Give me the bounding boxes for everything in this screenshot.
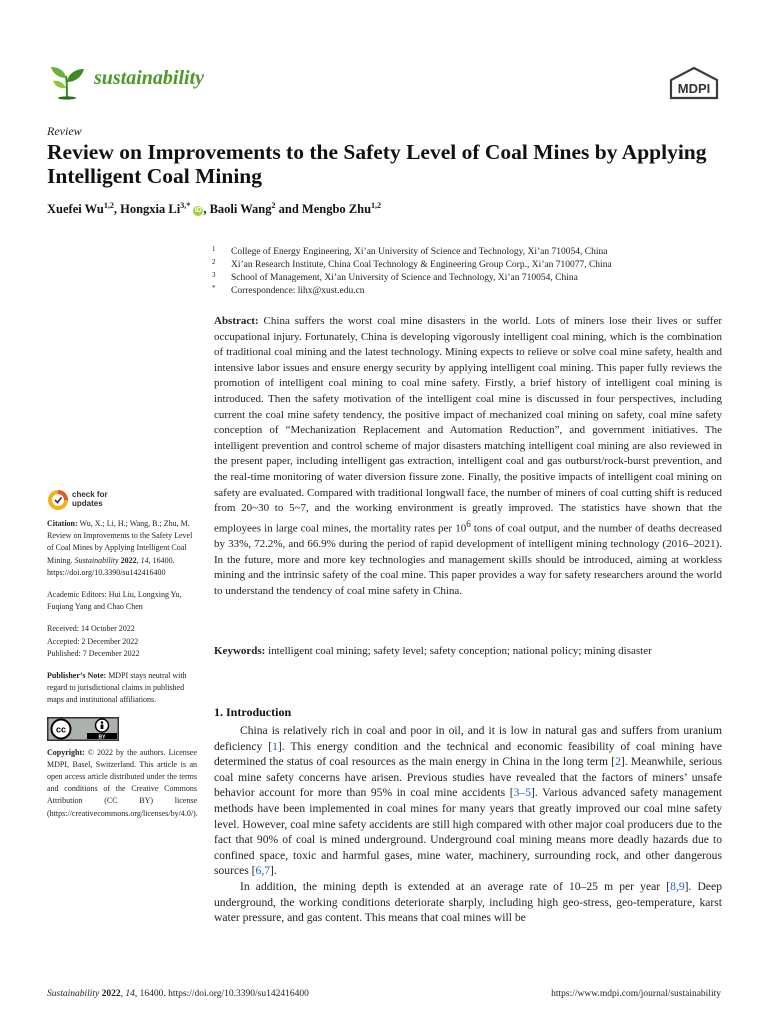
abstract-text-continued: tons of coal output, and the number of deaths decreased by 33%, 72.2%, and 66.9% during the period of rapid development of intelligent mining technology (2016–2021). In the future, more and more key technologies and management skills should be introduced, aiming at workless mining and the intrinsic safety of the coal mine. This paper provides a way for safety researchers around the world to understand the tendency of coal mine safety in China. (214, 522, 722, 597)
abstract (214, 314, 722, 599)
publisher-note-label: Publisher’s Note: (47, 671, 107, 681)
journal-name[interactable]: sustainability (94, 67, 205, 89)
check-updates-icon (47, 489, 69, 511)
paragraph-text: ]. Deep underground, the working conditions deteriorate sharply, including high geo-stress, geo-temperature, karst water pressure, and gas content. This means that coal mines will be (214, 879, 723, 925)
paragraph-text: ]. Various advanced safety management methods have been implemented in coal mines for many years that greatly improved our coal mine safety level. However, coal mine safety accidents are still high compared with other major coal producers due to the fact that 90% of coal is mined underground. Underground coal mining means more deadly hazards due to confined space, toxic and harmful gases, mine water, machinery, surrounding rock, and other dangerous sources [ (214, 786, 723, 878)
publisher-name: MDPI (677, 81, 711, 96)
cc-by-license-badge[interactable] (47, 717, 119, 741)
author-separator: , (203, 202, 210, 217)
citation-volume: 14 (140, 555, 149, 565)
paragraph-text: ]. This energy condition and the technical and economic feasibility of coal mining have determined the status of coal resources as the main energy in China in the long term [ (214, 739, 722, 769)
cc-by-text: BY (98, 733, 106, 740)
footer-journal: Sustainability (47, 989, 100, 999)
keywords-label: Keywords: (214, 645, 266, 657)
paragraph-text: In addition, the mining depth is extended at an average rate of 10–25 m per year [ (240, 879, 671, 893)
author-affiliation-marks: 2 (271, 201, 276, 210)
reference-link[interactable]: 3–5 (513, 786, 531, 800)
footer-doi-link[interactable]: , 16400. https://doi.org/10.3390/su142416400 (134, 989, 309, 999)
article-type: Review (47, 124, 82, 138)
svg-text:cc: cc (55, 724, 67, 735)
author-separator: , (113, 202, 121, 217)
article-info-sidebar (47, 488, 197, 830)
check-updates-line1: check for (72, 490, 108, 499)
affiliation-row (212, 246, 732, 259)
affiliation-text: College of Energy Engineering, Xi’an University of Science and Technology, Xi’an 710054, China (231, 247, 608, 257)
author-list (47, 201, 727, 217)
author-name[interactable]: Hongxia Li (120, 202, 181, 217)
received-date: Received: 14 October 2022 (47, 624, 135, 634)
publication-dates (47, 623, 197, 660)
correspondence-email[interactable]: Correspondence: lihx@xust.edu.cn (231, 286, 365, 296)
keywords-text: intelligent coal mining; safety level; safety conception; national policy; mining disaster (265, 645, 652, 657)
intro-paragraph (214, 879, 722, 926)
keywords (214, 644, 722, 659)
introduction-body (214, 723, 722, 926)
affiliation-text: Xi’an Research Institute, China Coal Technology & Engineering Group Corp., Xi’an 710077, China (231, 260, 612, 270)
author-separator: and (275, 202, 302, 217)
copyright-label: Copyright: (47, 747, 85, 757)
author-name[interactable]: Xuefei Wu (47, 202, 104, 217)
affiliation-row (212, 259, 732, 272)
abstract-superscript: 6 (466, 518, 471, 529)
affiliation-mark: 3 (212, 271, 216, 279)
article-title: Review on Improvements to the Safety Level of Coal Mines by Applying Intelligent Coal Mining (47, 140, 707, 188)
affiliation-mark: 1 (212, 245, 216, 253)
author-affiliation-marks: 1,2 (103, 201, 114, 210)
footer-journal-url[interactable]: https://www.mdpi.com/journal/sustainability (551, 989, 721, 999)
affiliation-text: School of Management, Xi’an University of Science and Technology, Xi’an 710054, China (231, 273, 578, 283)
copyright-notice (47, 747, 197, 820)
academic-editors (47, 589, 197, 613)
citation-journal: Sustainability (74, 555, 119, 565)
mdpi-logo[interactable] (667, 66, 721, 100)
footer-volume: 14 (125, 989, 135, 999)
footer-year: 2022 (101, 989, 121, 999)
abstract-label: Abstract: (214, 315, 259, 327)
citation-year: 2022 (120, 555, 137, 565)
author-name[interactable]: Baoli Wang (209, 202, 272, 217)
abstract-text: China suffers the worst coal mine disasters in the world. Lots of miners lose their lives or suffer occupational injury. Fortunately, China is developing vigorously intelligent coal mining, which is the combination of traditional coal mining and the latest technology. Mining expects to relieve or solve coal mine safety, health and intensive labor issues and ensure energy security by applying intelligent coal mining. This paper fully reviews the promotion of intelligent coal mining to coal mine safety. Firstly, a brief history of intelligent coal mining is introduced. Then the safety motivation of the intelligent coal mine is discussed in four perspectives, including current the coal mine safety tendency, the positive impact of mechanized coal mining on safety, coal mine safety conception of “Mechanization Replacement and Automation Reduction”, and government initiatives. The intelligent prevention and control scheme of major disasters matching intelligent coal mining are also reviewed in the present paper, including intelligent gas extraction, intelligent coal and gas outburst/rock-burst prevention, and the real-time monitoring of water diversion fissure zone. Finally, the positive impacts of intelligent coal mining on safety are evaluated. Compared with traditional longwall face, the number of miners of coal cutting shift is reduced from 20~30 to 5~7, and the working environment is greatly improved. The statistics have shown that the employees in large coal mines, the mortality rates per 10 (214, 315, 722, 535)
affiliations (212, 246, 732, 298)
copyright-text: © 2022 by the authors. Licensee MDPI, Basel, Switzerland. This article is an open access article distributed under the terms and conditions of the Creative Commons Attribution (CC BY) license (https://creativecommons.org/licenses/by/4.0/). (47, 747, 198, 818)
paragraph-text: ]. (270, 864, 277, 878)
paragraph-text: China is relatively rich in coal and poor in oil, and it is low in natural gas and suffers from uranium deficiency [ (214, 724, 722, 753)
affiliation-row (212, 272, 732, 285)
author-affiliation-marks: 3,* (180, 201, 191, 210)
citation-label: Citation: (47, 519, 78, 528)
affiliation-mark: * (212, 284, 216, 292)
academic-editors-text: Academic Editors: Hui Liu, Longxing Yu, Fuqiang Yang and Chao Chen (47, 590, 182, 612)
reference-link[interactable]: 6,7 (255, 864, 271, 878)
check-for-updates-button[interactable] (47, 488, 197, 516)
citation-block: Citation: Wu, X.; Li, H.; Wang, B.; Zhu, M. Review on Improvements to the Safety Level of Coal Mines by Applying Intelligent Coal Mining. Sustainability 2022, 14, 16400. https://doi.org/10.3390/su142416400 (47, 519, 193, 577)
orcid-icon[interactable]: iD (194, 207, 202, 215)
journal-leaf-logo (47, 64, 87, 100)
footer-citation: Sustainability 2022, 14, 16400. https://doi.org/10.3390/su142416400 (47, 989, 309, 999)
intro-paragraph (214, 723, 722, 879)
paragraph-text: ]. Meanwhile, serious coal mine safety concerns have arisen. Previous studies have revealed that the factors of miners’ unsafe behavior account for more than 95% in coal mine accidents [ (214, 755, 722, 800)
affiliation-mark: 2 (212, 258, 216, 266)
published-date: Published: 7 December 2022 (47, 648, 140, 658)
publisher-note-text: MDPI stays neutral with regard to jurisdictional claims in published maps and institutional affiliations. (47, 671, 187, 705)
reference-link[interactable]: 1 (272, 739, 278, 753)
accepted-date: Accepted: 2 December 2022 (47, 636, 139, 646)
author-affiliation-marks: 1,2 (371, 201, 382, 210)
affiliation-row (212, 285, 732, 298)
check-updates-line2: updates (72, 499, 103, 508)
citation-text: Wu, X.; Li, H.; Wang, B.; Zhu, M. Review on Improvements to the Safety Level of Coal Mines by Applying Intelligent Coal Mining. (47, 519, 193, 565)
publisher-note (47, 670, 197, 707)
citation-doi[interactable]: , 16400. https://doi.org/10.3390/su142416400 (47, 555, 175, 577)
reference-link[interactable]: 8,9 (670, 879, 685, 893)
author-name[interactable]: Mengbo Zhu (301, 202, 372, 217)
section-heading-introduction: 1. Introduction (214, 705, 292, 719)
reference-link[interactable]: 2 (615, 755, 621, 769)
